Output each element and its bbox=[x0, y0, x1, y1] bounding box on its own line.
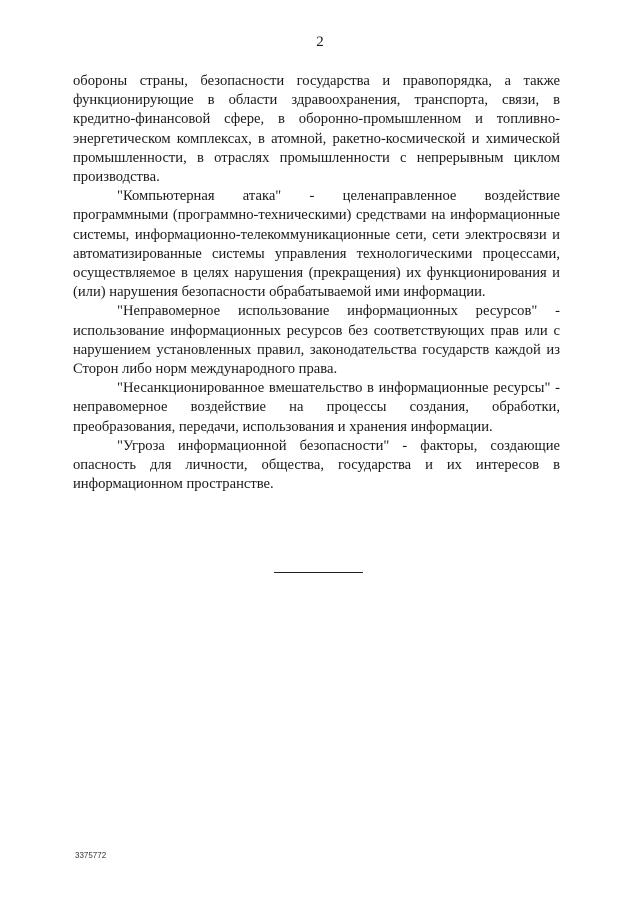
definition-computer-attack: "Компьютерная атака" - целенаправленное воздействие программными (программно-техническими) средствами на информационные системы, информационно-телекоммуникационные сети, сети электросвязи и автоматизированные системы управления технологическими процессами, осуществляемое в целях нарушения (прекращения) их функционирования и (или) нарушения безопасности обрабатываемой ими информации. bbox=[73, 188, 560, 301]
definition-security-threat: "Угроза информационной безопасности" - факторы, создающие опасность для личности, общества, государства и их интересов в информационном пространстве. bbox=[73, 437, 560, 493]
definition-unauthorized-interference: "Несанкционированное вмешательство в информационные ресурсы" - неправомерное воздействие на процессы создания, обработки, преобразования, передачи, использования и хранения информации. bbox=[73, 380, 560, 435]
footer-document-code: 3375772 bbox=[75, 851, 107, 860]
end-separator-line bbox=[274, 572, 363, 573]
document-body bbox=[73, 72, 560, 494]
definition-unlawful-use: "Неправомерное использование информационных ресурсов" - использование информационных ресурсов без соответствующих прав или с нарушением установленных правил, законодательства государств каждой из Сторон либо норм международного права. bbox=[73, 303, 560, 378]
page-number: 2 bbox=[316, 34, 324, 50]
paragraph-continuation: обороны страны, безопасности государства и правопорядка, а также функционирующие в области здравоохранения, транспорта, связи, в кредитно-финансовой сфере, в оборонно-промышленном и топливно-энергетическом комплексах, в атомной, ракетно-космической и химической промышленности, в отраслях промышленности с непрерывным циклом производства. bbox=[73, 73, 560, 186]
